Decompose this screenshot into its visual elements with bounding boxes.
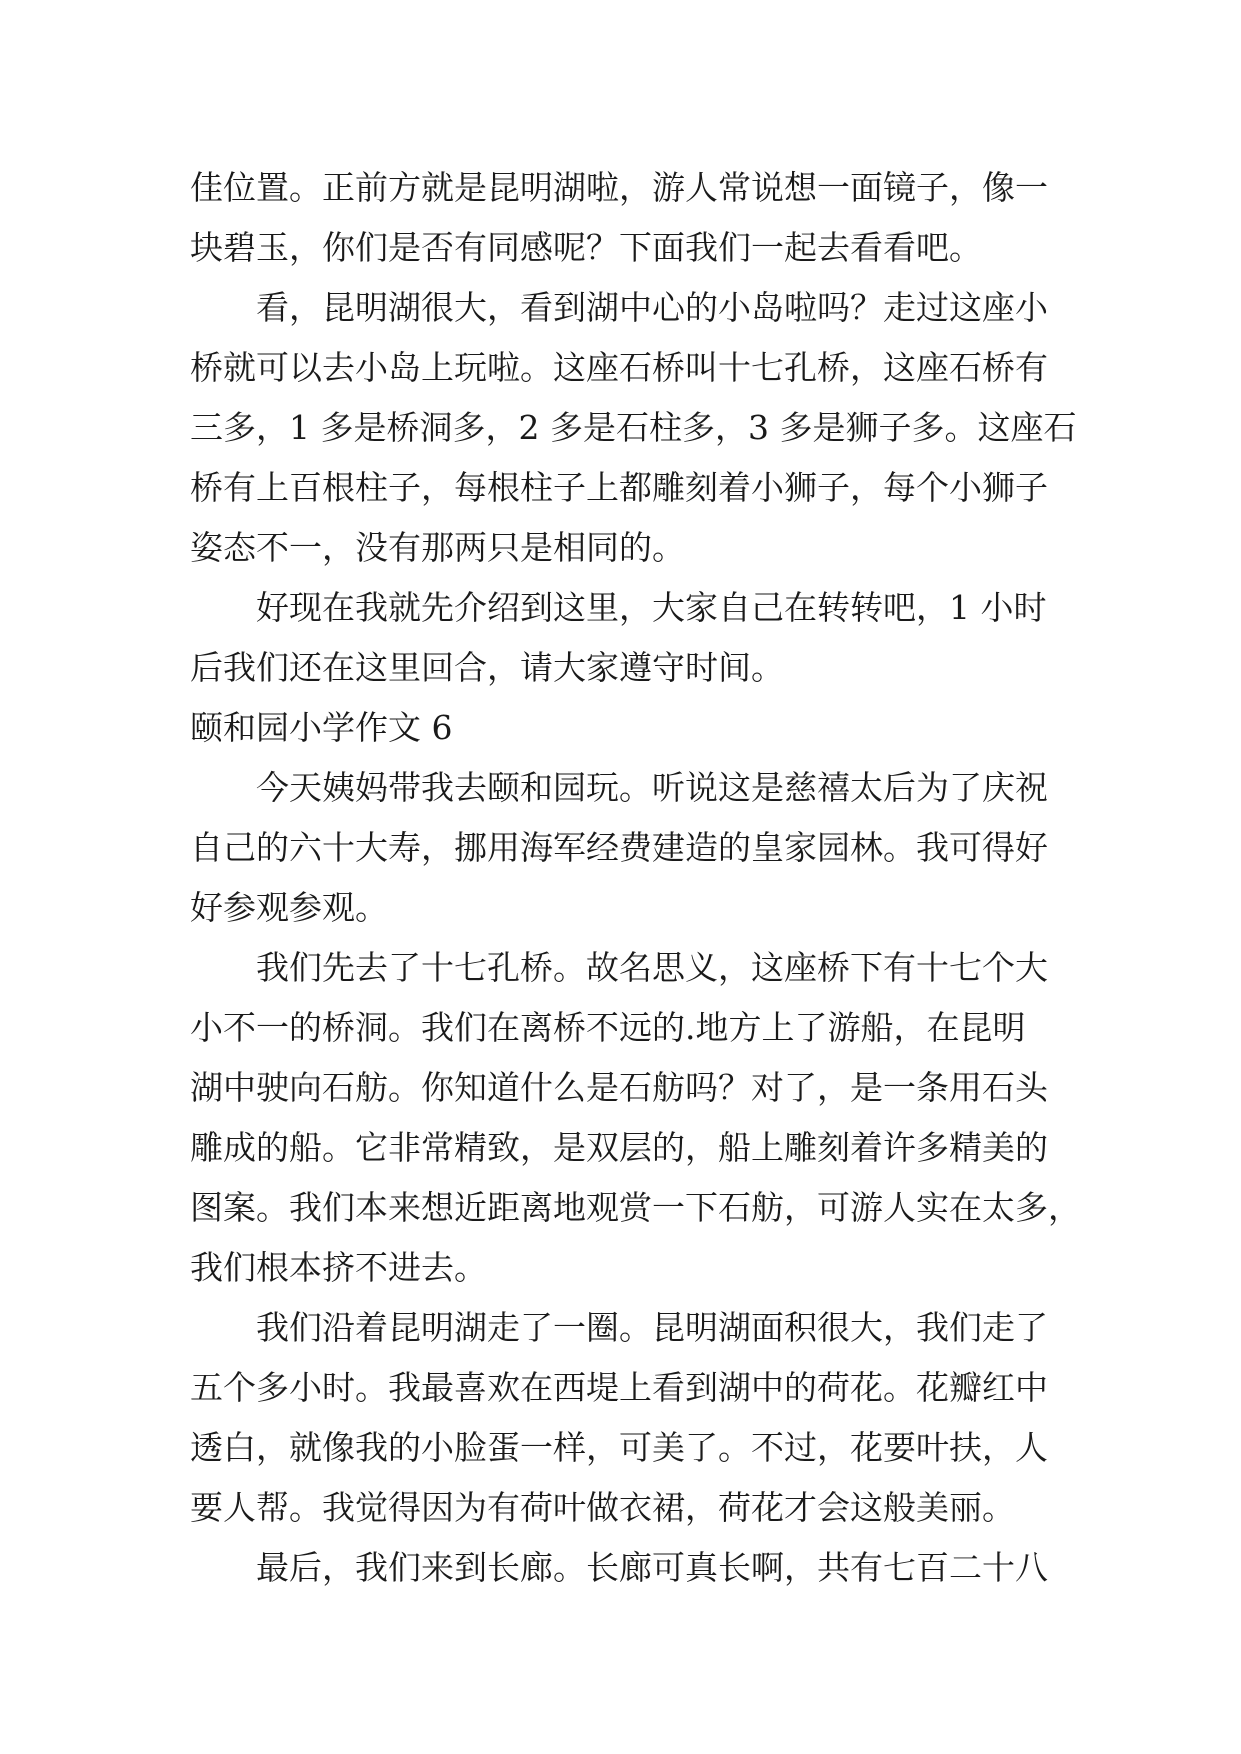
text-line: 好现在我就先介绍到这里，大家自己在转转吧，1 小时 bbox=[256, 588, 1047, 627]
text-line: 雕成的船。它非常精致，是双层的，船上雕刻着许多精美的 bbox=[190, 1128, 1048, 1167]
text-line: 我们沿着昆明湖走了一圈。昆明湖面积很大，我们走了 bbox=[256, 1308, 1048, 1347]
text-line: 自己的六十大寿，挪用海军经费建造的皇家园林。我可得好 bbox=[190, 828, 1048, 867]
text-line: 今天姨妈带我去颐和园玩。听说这是慈禧太后为了庆祝 bbox=[256, 768, 1048, 807]
text-line: 后我们还在这里回合，请大家遵守时间。 bbox=[190, 648, 784, 687]
text-line: 我们先去了十七孔桥。故名思义，这座桥下有十七个大 bbox=[256, 948, 1048, 987]
text-line: 图案。我们本来想近距离地观赏一下石舫，可游人实在太多， bbox=[190, 1188, 1081, 1227]
text-line: 小不一的桥洞。我们在离桥不远的.地方上了游船，在昆明 bbox=[190, 1008, 1026, 1047]
text-line: 姿态不一，没有那两只是相同的。 bbox=[190, 528, 685, 567]
text-line: 三多，1 多是桥洞多，2 多是石柱多，3 多是狮子多。这座石 bbox=[190, 408, 1077, 447]
text-line: 湖中驶向石舫。你知道什么是石舫吗？对了，是一条用石头 bbox=[190, 1068, 1048, 1107]
text-line: 我们根本挤不进去。 bbox=[190, 1248, 487, 1287]
text-line: 桥有上百根柱子，每根柱子上都雕刻着小狮子，每个小狮子 bbox=[190, 468, 1048, 507]
text-line: 五个多小时。我最喜欢在西堤上看到湖中的荷花。花瓣红中 bbox=[190, 1368, 1048, 1407]
text-line: 块碧玉，你们是否有同感呢？下面我们一起去看看吧。 bbox=[190, 228, 982, 267]
section-heading: 颐和园小学作文 6 bbox=[190, 708, 453, 747]
text-line: 好参观参观。 bbox=[190, 888, 388, 927]
text-line: 看，昆明湖很大，看到湖中心的小岛啦吗？走过这座小 bbox=[256, 288, 1048, 327]
text-line: 透白，就像我的小脸蛋一样，可美了。不过，花要叶扶，人 bbox=[190, 1428, 1048, 1467]
document-body bbox=[190, 158, 1081, 1598]
text-line: 佳位置。正前方就是昆明湖啦，游人常说想一面镜子，像一 bbox=[190, 168, 1048, 207]
text-line: 桥就可以去小岛上玩啦。这座石桥叫十七孔桥，这座石桥有 bbox=[190, 348, 1048, 387]
text-line: 最后，我们来到长廊。长廊可真长啊，共有七百二十八 bbox=[256, 1548, 1048, 1587]
text-line: 要人帮。我觉得因为有荷叶做衣裙，荷花才会这般美丽。 bbox=[190, 1488, 1015, 1527]
